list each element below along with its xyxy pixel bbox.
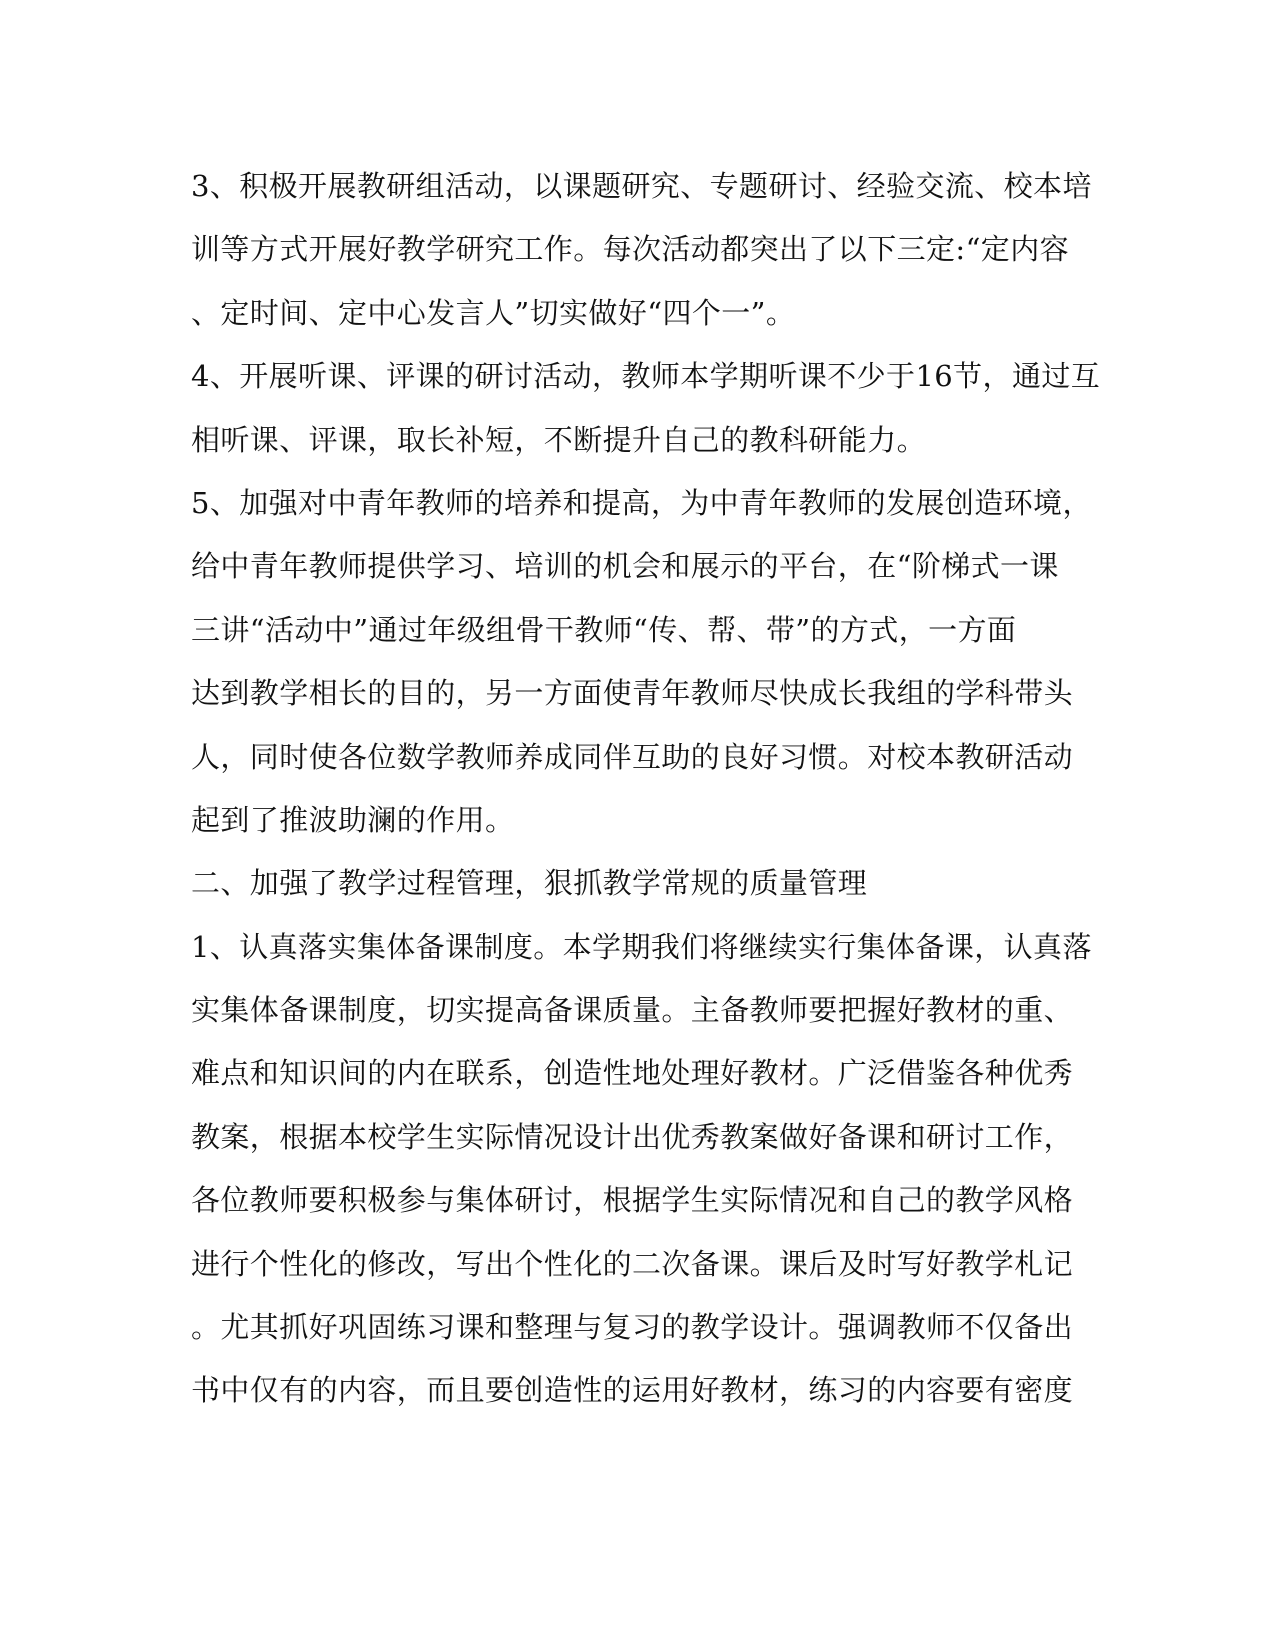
text-line: 进行个性化的修改，写出个性化的二次备课。课后及时写好教学札记 [191, 1246, 1074, 1281]
document-body [191, 163, 1101, 1431]
text-line: 给中青年教师提供学习、培训的机会和展示的平台，在“阶梯式一课 [191, 549, 1059, 584]
text-line: 人，同时使各位数学教师养成同伴互助的良好习惯。对校本教研活动 [191, 739, 1074, 774]
text-line: 各位教师要积极参与集体研讨，根据学生实际情况和自己的教学风格 [191, 1183, 1074, 1218]
text-line: 5、加强对中青年教师的培养和提高，为中青年教师的发展创造环境， [191, 485, 1092, 520]
text-line: 教案，根据本校学生实际情况设计出优秀教案做好备课和研讨工作， [191, 1119, 1074, 1154]
text-line: 4、开展听课、评课的研讨活动，教师本学期听课不少于16节，通过互 [191, 359, 1101, 394]
section-heading: 二、加强了教学过程管理，狠抓教学常规的质量管理 [191, 866, 868, 901]
text-line: 。尤其抓好巩固练习课和整理与复习的教学设计。强调教师不仅备出 [191, 1310, 1074, 1345]
text-line: 相听课、评课，取长补短，不断提升自己的教科研能力。 [191, 422, 927, 457]
text-line: 3、积极开展教研组活动，以课题研究、专题研讨、经验交流、校本培 [191, 169, 1092, 203]
text-line: 三讲“活动中”通过年级组骨干教师“传、帮、带”的方式，一方面 [191, 612, 1017, 647]
text-line: 难点和知识间的内在联系，创造性地处理好教材。广泛借鉴各种优秀 [191, 1056, 1074, 1091]
text-line: 达到教学相长的目的，另一方面使青年教师尽快成长我组的学科带头 [191, 676, 1074, 711]
text-line: 实集体备课制度，切实提高备课质量。主备教师要把握好教材的重、 [191, 993, 1074, 1028]
text-line: 训等方式开展好教学研究工作。每次活动都突出了以下三定:“定内容 [191, 232, 1069, 267]
text-line: 书中仅有的内容，而且要创造性的运用好教材，练习的内容要有密度 [191, 1373, 1074, 1408]
text-line: 1、认真落实集体备课制度。本学期我们将继续实行集体备课，认真落 [191, 929, 1092, 964]
text-line: 起到了推波助澜的作用。 [191, 802, 515, 837]
text-line: 、定时间、定中心发言人”切实做好“四个一”。 [191, 295, 796, 330]
